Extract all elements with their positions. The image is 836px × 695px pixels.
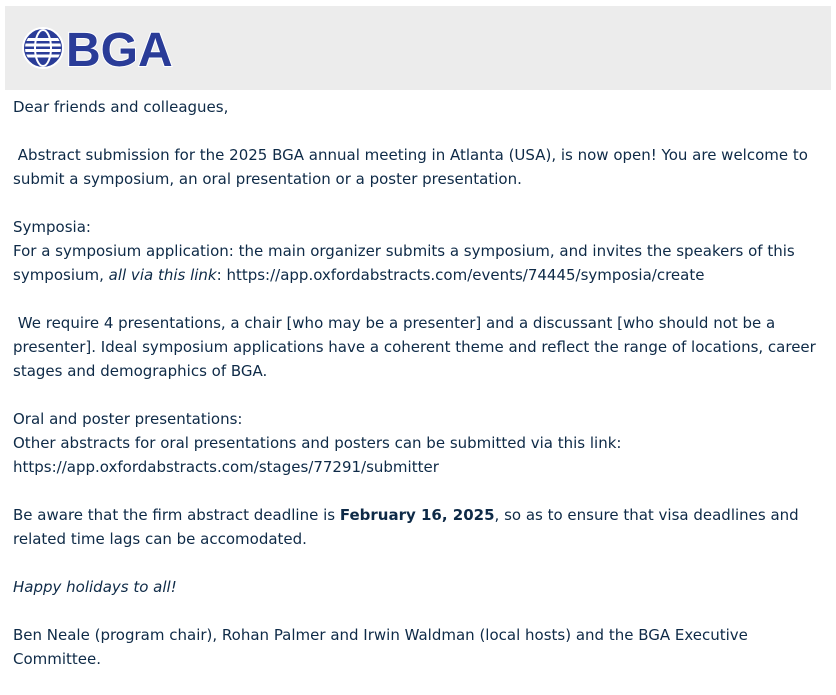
deadline-text-before: Be aware that the firm abstract deadline is xyxy=(13,506,340,524)
symposia-emphasis: all via this link xyxy=(108,266,217,284)
oral-poster-heading: Oral and poster presentations: xyxy=(13,410,243,428)
email-header-banner xyxy=(5,6,831,90)
bga-logo xyxy=(20,19,180,77)
symposia-link[interactable]: https://app.oxfordabstracts.com/events/74445/symposia/create xyxy=(226,266,705,284)
oral-poster-section xyxy=(13,407,825,479)
symposia-section xyxy=(13,215,825,287)
submitter-link[interactable]: https://app.oxfordabstracts.com/stages/77291/submitter xyxy=(13,458,439,476)
globe-icon xyxy=(23,28,63,68)
deadline-date: February 16, 2025 xyxy=(339,506,495,524)
symposia-colon: : xyxy=(216,266,227,284)
intro-paragraph: Abstract submission for the 2025 BGA annual meeting in Atlanta (USA), is now open! You are welcome to submit a symposium, an oral presentation or a poster presentation. xyxy=(13,146,813,188)
oral-poster-text: Other abstracts for oral presentations and posters can be submitted via this link: xyxy=(13,434,622,452)
email-body xyxy=(13,95,825,695)
greeting: Dear friends and colleagues, xyxy=(13,98,229,116)
holidays-greeting xyxy=(13,575,825,599)
deadline-text-after: , so as to ensure that visa deadlines and related time lags can be accomodated. xyxy=(13,506,799,548)
holidays-text: Happy holidays to all! xyxy=(13,578,177,596)
requirements-paragraph: We require 4 presentations, a chair [who may be a presenter] and a discussant [who should not be a presenter]. Ideal symposium applications have a coherent theme and reflect the range of locations, career stages and demographics of BGA. xyxy=(13,314,821,380)
logo-text: BGA xyxy=(66,24,173,77)
symposia-text: For a symposium application: the main organizer submits a symposium, and invites the speakers of this symposium, xyxy=(13,242,795,284)
signature: Ben Neale (program chair), Rohan Palmer and Irwin Waldman (local hosts) and the BGA Executive Committee. xyxy=(13,626,748,668)
deadline-paragraph xyxy=(13,503,825,551)
symposia-heading: Symposia: xyxy=(13,218,91,236)
